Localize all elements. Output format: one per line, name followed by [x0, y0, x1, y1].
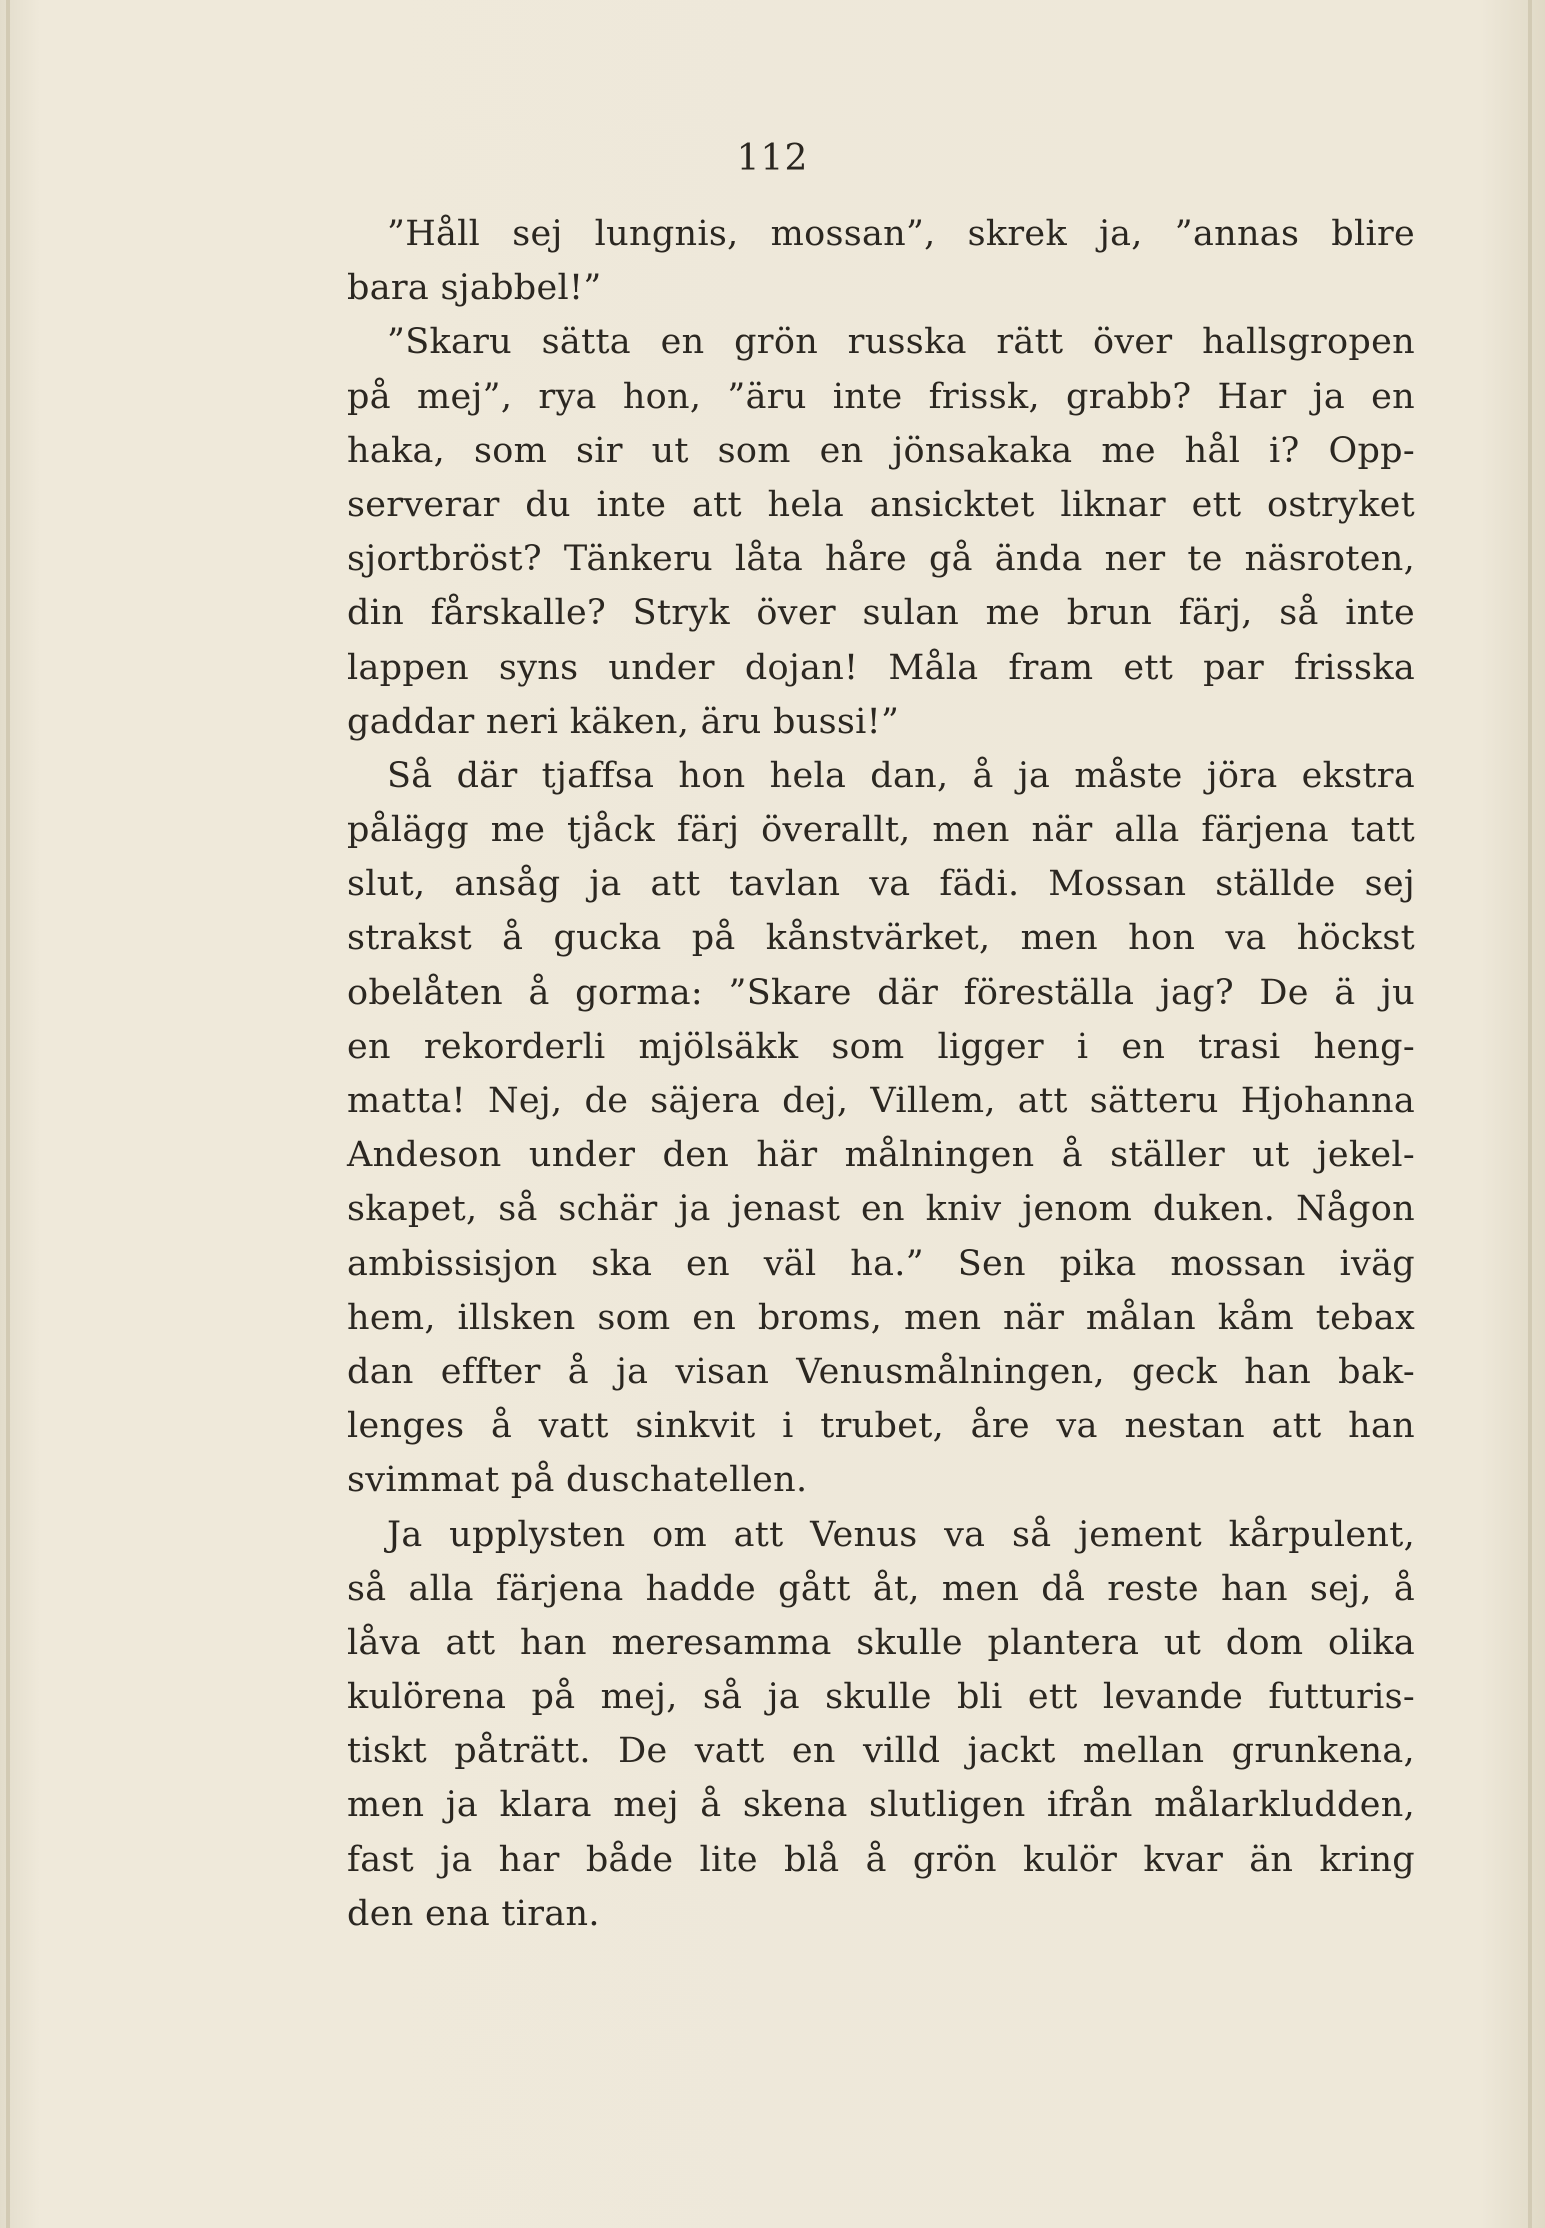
text-line: haka, som sir ut som en jönsakaka me hål i? Opp- — [347, 430, 1415, 471]
text-line: tiskt påträtt. De vatt en villd jackt mellan grunkena, — [347, 1731, 1415, 1772]
text-line: låva att han meresamma skulle plantera ut dom olika — [347, 1622, 1415, 1663]
text-line: ”Håll sej lungnis, mossan”, skrek ja, ”annas blire — [387, 214, 1415, 254]
text-line: gaddar neri käken, äru bussi!” — [347, 701, 900, 742]
page-number: 112 — [736, 138, 809, 179]
text-line: kulörena på mej, så ja skulle bli ett levande futturis- — [347, 1677, 1415, 1718]
text-line: pålägg me tjåck färj överallt, men när alla färjena tatt — [347, 810, 1415, 851]
text-line: strakst å gucka på kånstvärket, men hon va höckst — [347, 918, 1415, 959]
text-line: hem, illsken som en broms, men när målan kåm tebax — [347, 1297, 1415, 1338]
text-line: en rekorderli mjölsäkk som ligger i en trasi heng- — [347, 1026, 1415, 1067]
text-line: bara sjabbel!” — [347, 268, 602, 309]
text-line: ambissisjon ska en väl ha.” Sen pika mossan iväg — [347, 1243, 1415, 1284]
text-line: sjortbröst? Tänkeru låta håre gå ända ner te näsroten, — [347, 539, 1415, 580]
text-line: på mej”, rya hon, ”äru inte frissk, grabb? Har ja en — [347, 376, 1415, 417]
text-line: matta! Nej, de säjera dej, Villem, att sätteru Hjohanna — [347, 1081, 1415, 1121]
text-line: men ja klara mej å skena slutligen ifrån målarkludden, — [347, 1785, 1415, 1826]
text-line: obelåten å gorma: ”Skare där föreställa jag? De ä ju — [347, 972, 1415, 1013]
text-line: lappen syns under dojan! Måla fram ett par frisska — [347, 647, 1415, 688]
text-line: slut, ansåg ja att tavlan va fädi. Mossan ställde sej — [347, 864, 1415, 905]
body-text — [347, 207, 1415, 1941]
text-line: din fårskalle? Stryk över sulan me brun färj, så inte — [347, 593, 1415, 634]
page-edge-right — [1528, 0, 1532, 2228]
text-line: ”Skaru sätta en grön russka rätt över hallsgropen — [387, 322, 1415, 363]
text-line: Ja upplysten om att Venus va så jement kårpulent, — [387, 1514, 1415, 1555]
text-line: fast ja har både lite blå å grön kulör kvar än kring — [347, 1839, 1415, 1880]
text-line: skapet, så schär ja jenast en kniv jenom duken. Någon — [347, 1189, 1415, 1230]
text-line: den ena tiran. — [347, 1893, 600, 1934]
text-line: dan effter å ja visan Venusmålningen, geck han bak- — [347, 1351, 1415, 1392]
text-line: Så där tjaffsa hon hela dan, å ja måste jöra ekstra — [387, 755, 1415, 796]
text-line: svimmat på duschatellen. — [347, 1460, 808, 1501]
text-line: serverar du inte att hela ansicktet liknar ett ostryket — [347, 484, 1415, 525]
page-edge-left — [6, 0, 10, 2228]
text-line: lenges å vatt sinkvit i trubet, åre va nestan att han — [347, 1406, 1415, 1447]
text-line: så alla färjena hadde gått åt, men då reste han sej, å — [347, 1568, 1415, 1609]
text-line: Andeson under den här målningen å ställer ut jekel- — [347, 1135, 1415, 1176]
